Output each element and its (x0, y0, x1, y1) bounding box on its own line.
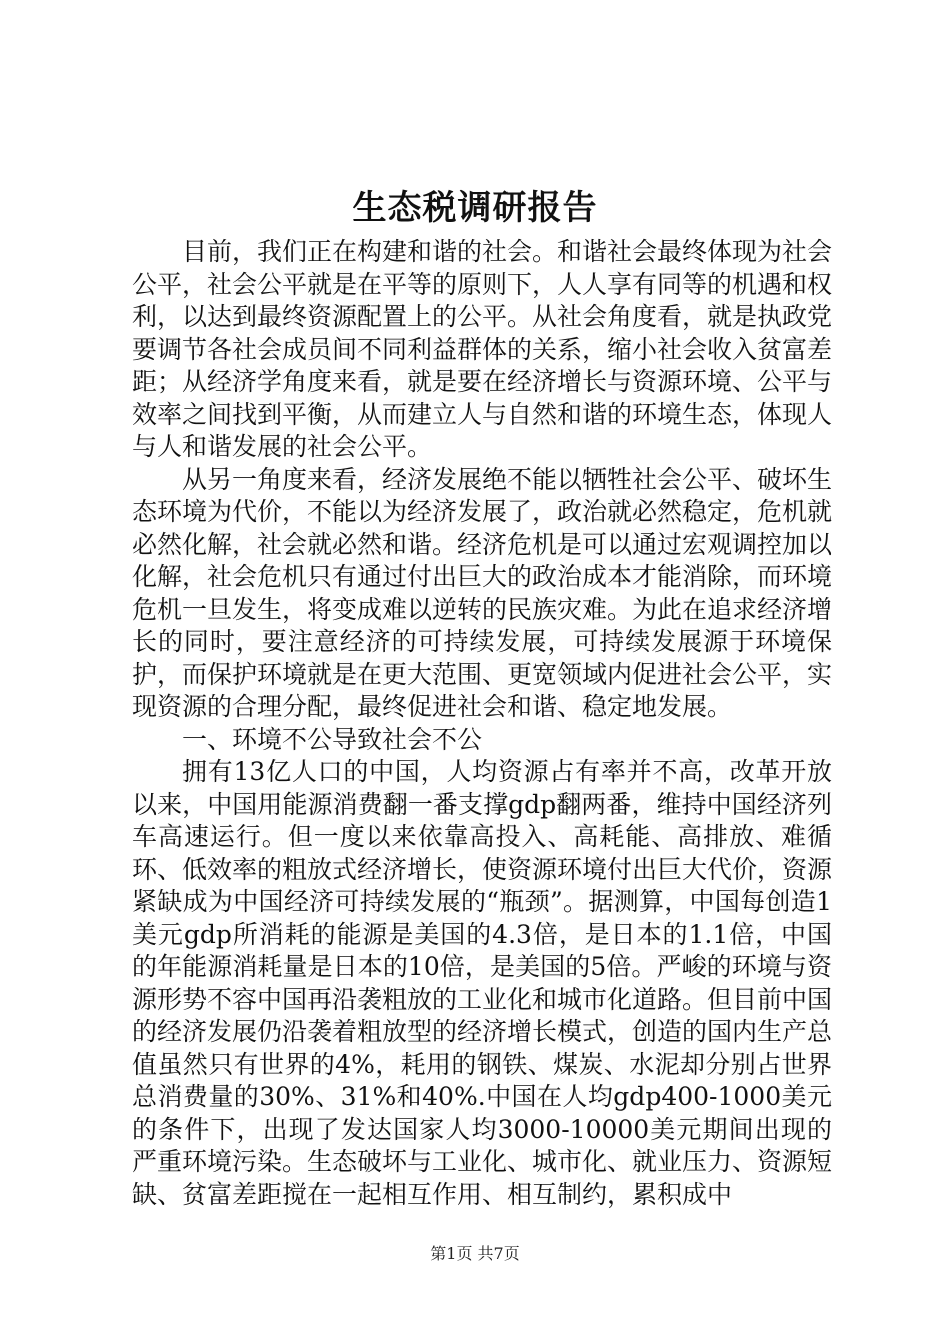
paragraph-perspective: 从另一角度来看，经济发展绝不能以牺牲社会公平、破坏生态环境为代价，不能以为经济发展了，政治就必然稳定，危机就必然化解，社会就必然和谐。经济危机是可以通过宏观调控加以化解，社会危机只有通过付出巨大的政治成本才能消除，而环境危机一旦发生，将变成难以逆转的民族灾难。为此在追求经济增长的同时，要注意经济的可持续发展，可持续发展源于环境保护，而保护环境就是在更大范围、更宽领域内促进社会公平，实现资源的合理分配，最终促进社会和谐、稳定地发展。 (132, 464, 833, 721)
paragraph-intro: 目前，我们正在构建和谐的社会。和谐社会最终体现为社会公平，社会公平就是在平等的原则下，人人享有同等的机遇和权利，以达到最终资源配置上的公平。从社会角度看，就是执政党要调节各社会成员间不同利益群体的关系，缩小社会收入贫富差距；从经济学角度来看，就是要在经济增长与资源环境、公平与效率之间找到平衡，从而建立人与自然和谐的环境生态，体现人与人和谐发展的社会公平。 (132, 237, 833, 461)
section-heading-1: 一、环境不公导致社会不公 (182, 724, 483, 754)
page-number-footer: 第1页 共7页 (430, 1244, 520, 1263)
document-title: 生态税调研报告 (352, 188, 598, 228)
document-body (132, 236, 832, 1211)
paragraph-environment: 拥有13亿人口的中国，人均资源占有率并不高，改革开放以来，中国用能源消费翻一番支撑gdp翻两番，维持中国经济列车高速运行。但一度以来依靠高投入、高耗能、高排放、难循环、低效率的粗放式经济增长，使资源环境付出巨大代价，资源紧缺成为中国经济可持续发展的“瓶颈”。据测算，中国每创造1美元gdp所消耗的能源是美国的4.3倍，是日本的1.1倍，中国的年能源消耗量是日本的10倍，是美国的5倍。严峻的环境与资源形势不容中国再沿袭粗放的工业化和城市化道路。但目前中国的经济发展仍沿袭着粗放型的经济增长模式，创造的国内生产总值虽然只有世界的4%，耗用的钢铁、煤炭、水泥却分别占世界总消费量的30%、31%和40%.中国在人均gdp400-1000美元的条件下，出现了发达国家人均3000-10000美元期间出现的严重环境污染。生态破坏与工业化、城市化、就业压力、资源短缺、贫富差距搅在一起相互作用、相互制约，累积成中 (132, 757, 833, 1209)
